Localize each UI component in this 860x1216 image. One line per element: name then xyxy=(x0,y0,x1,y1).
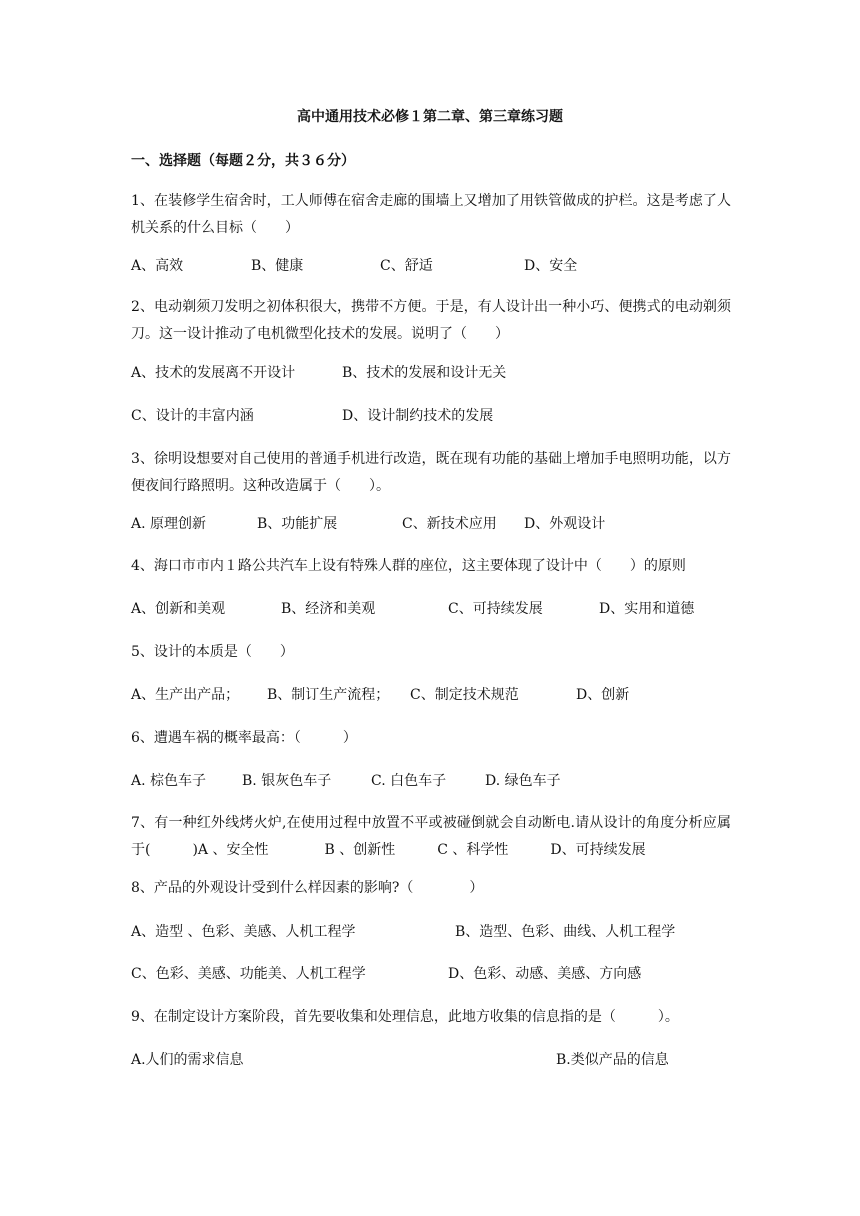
option: D、设计制约技术的发展 xyxy=(342,408,494,424)
option: C、设计的丰富内涵 xyxy=(131,408,254,424)
option: A、造型 、色彩、美感、人机工程学 xyxy=(131,924,356,940)
question-5: 5、设计的本质是（ ） xyxy=(131,644,294,660)
option: D、外观设计 xyxy=(524,516,606,532)
option: C. 白色车子 xyxy=(371,773,447,789)
option: C、制定技术规范 xyxy=(410,687,519,703)
option: A. 棕色车子 xyxy=(131,773,207,789)
option: B、造型、色彩、曲线、人机工程学 xyxy=(455,924,676,940)
question-6-options xyxy=(131,769,731,793)
option: A、创新和美观 xyxy=(131,601,226,617)
section-heading: 一、选择题（每题２分，共３６分） xyxy=(131,153,355,169)
option: B、功能扩展 xyxy=(257,516,338,532)
question-1-options xyxy=(131,254,731,278)
option: D、实用和道德 xyxy=(599,601,695,617)
option: D. 绿色车子 xyxy=(485,773,561,789)
option: B. 银灰色车子 xyxy=(242,773,332,789)
question-8-options-row-1 xyxy=(131,920,731,944)
option: C、色彩、美感、功能美、人机工程学 xyxy=(131,966,366,982)
question-8: 8、产品的外观设计受到什么样因素的影响?（ ） xyxy=(131,880,484,896)
question-3-options xyxy=(131,512,731,536)
option: D、创新 xyxy=(576,687,630,703)
option: B、技术的发展和设计无关 xyxy=(342,365,507,381)
option: C、新技术应用 xyxy=(402,516,497,532)
option: A. 原理创新 xyxy=(131,516,207,532)
question-2-options-row-2 xyxy=(131,404,731,428)
question-3: 3、徐明设想要对自己使用的普通手机进行改造，既在现有功能的基础上增加手电照明功能，以方便夜间行路照明。这种改造属于（ ）。 xyxy=(131,451,731,494)
option: B、经济和美观 xyxy=(281,601,376,617)
question-5-options xyxy=(131,683,731,707)
question-2: 2、电动剃须刀发明之初体积很大，携带不方便。于是，有人设计出一种小巧、便携式的电动剃须刀。这一设计推动了电机微型化技术的发展。说明了（ ） xyxy=(131,299,731,342)
option: A.人们的需求信息 xyxy=(131,1052,244,1068)
question-1: 1、在装修学生宿舍时，工人师傅在宿舍走廊的围墙上又增加了用铁管做成的护栏。这是考虑了人机关系的什么目标（ ） xyxy=(131,193,731,236)
option: C、舒适 xyxy=(380,258,433,274)
option: C、可持续发展 xyxy=(448,601,543,617)
option: A、生产出产品； xyxy=(131,687,240,703)
question-6: 6、遭遇车祸的概率最高：（ ） xyxy=(131,730,357,746)
option: B、健康 xyxy=(251,258,304,274)
question-4-options xyxy=(131,597,731,621)
question-7: 7、有一种红外线烤火炉,在使用过程中放置不平或被碰倒就会自动断电.请从设计的角度分析应属于( )A 、安全性 B 、创新性 C 、科学性 D、可持续发展 xyxy=(131,815,731,858)
question-2-options-row-1 xyxy=(131,361,731,385)
option: A、高效 xyxy=(131,258,184,274)
document-title: 高中通用技术必修１第二章、第三章练习题 xyxy=(297,109,563,125)
option: D、色彩、动感、美感、方向感 xyxy=(448,966,642,982)
option: A、技术的发展离不开设计 xyxy=(131,365,296,381)
option: D、安全 xyxy=(524,258,578,274)
question-9: 9、在制定设计方案阶段，首先要收集和处理信息，此地方收集的信息指的是（ ）。 xyxy=(131,1009,679,1025)
option: B.类似产品的信息 xyxy=(556,1052,669,1068)
option: B、制订生产流程； xyxy=(267,687,390,703)
question-8-options-row-2 xyxy=(131,962,731,986)
question-4: 4、海口市市内１路公共汽车上设有特殊人群的座位，这主要体现了设计中（ ）的原则 xyxy=(131,558,686,574)
question-9-options xyxy=(131,1048,731,1072)
